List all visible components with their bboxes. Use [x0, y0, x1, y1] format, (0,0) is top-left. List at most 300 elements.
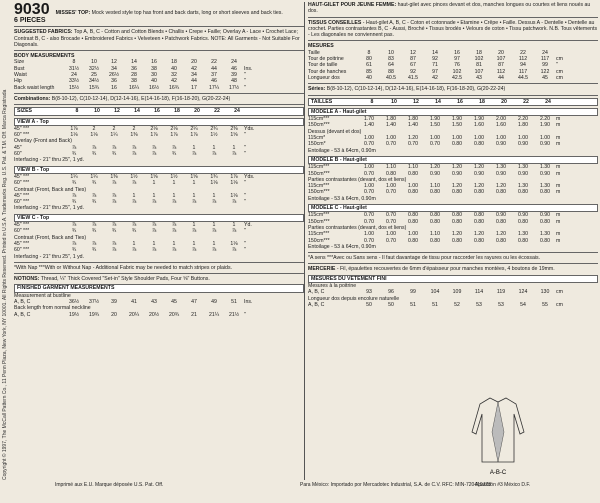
table-cell: ¾ [91, 228, 97, 235]
table-cell: 0.80 [451, 218, 463, 225]
notions-head-en: NOTIONS: [14, 276, 40, 283]
table-cell: 0.80 [407, 189, 419, 196]
table-row [14, 157, 304, 163]
table-cell: ⅞ [71, 192, 77, 199]
table-cell: ⅞ [151, 228, 157, 235]
unit: Ins. [244, 298, 253, 305]
table-cell: 2 [112, 125, 116, 132]
table-cell: 18 [476, 49, 482, 56]
table-cell: ⅞ [171, 144, 177, 151]
table-cell: 51 [432, 301, 438, 308]
table-cell: 37½ [88, 298, 100, 305]
size-cell: 18 [174, 108, 180, 115]
table-cell: 41.5 [407, 74, 419, 81]
table-cell: 102 [474, 56, 484, 63]
table-cell: 94 [520, 62, 526, 69]
table-cell: 92 [410, 68, 416, 75]
table-cell: 55 [542, 301, 548, 308]
table-cell: 130 [540, 289, 550, 296]
unit: m [556, 189, 561, 196]
row-label: Longueur dos depuis encolure naturelle [308, 295, 400, 302]
table-cell: 97 [454, 56, 460, 63]
table-cell: 87 [410, 56, 416, 63]
table-cell: 1.00 [363, 135, 375, 142]
finished-table-fr [308, 283, 598, 308]
table-cell: 24 [231, 59, 237, 66]
sizes-bar-en [14, 107, 304, 115]
table-cell: 17½ [228, 84, 240, 91]
table-cell: 0.80 [451, 189, 463, 196]
table-cell: 48 [231, 78, 237, 85]
unit: " [244, 247, 246, 254]
table-cell: 88 [388, 68, 394, 75]
unit: cm [556, 289, 563, 296]
table-cell: ⅞ [151, 199, 157, 206]
table-cell: 1⅜ [110, 173, 118, 180]
finished-head-fr: MESURES DU VETEMENT FINI [308, 275, 598, 283]
combos-text-fr: B(8-10-12), C(10-12-14), D(12-14-16), E(14-16-18), F(16-18-20), G(20-22-24) [326, 86, 506, 93]
table-cell: 83 [388, 56, 394, 63]
table-cell: 39 [231, 72, 237, 79]
table-cell: ⅞ [191, 247, 197, 254]
table-cell: 0.80 [429, 189, 441, 196]
table-cell: 1⅛ [90, 132, 98, 139]
table-cell: 38 [151, 65, 157, 72]
table-cell: 124 [518, 289, 528, 296]
table-cell: 43 [476, 74, 482, 81]
table-cell: 1¾ [210, 173, 218, 180]
table-cell: 16¾ [168, 84, 180, 91]
table-cell: 1 [212, 144, 216, 151]
table-cell: 40 [151, 78, 157, 85]
table-cell: 0.90 [517, 141, 529, 148]
size-cell: 22 [523, 98, 529, 105]
table-cell: 1¼ [70, 173, 78, 180]
unit: " [244, 199, 246, 206]
table-cell: ⅞ [171, 199, 177, 206]
row-label: 45" *** [14, 125, 30, 132]
table-cell: 1.00 [451, 135, 463, 142]
row-label: 115cm*** [308, 212, 330, 219]
table-cell: 1⅞ [150, 132, 158, 139]
body-meas-head-fr: MESURES [308, 43, 334, 50]
table-cell: 8 [367, 49, 371, 56]
table-cell: 31½ [68, 65, 80, 72]
row-label: Hip [14, 78, 22, 85]
view-head: MODELE B - Haut-gilet [308, 156, 598, 164]
table-cell: 1⅛ [230, 192, 238, 199]
table-cell: 54 [520, 301, 526, 308]
row-label: Tour de poitrine [308, 56, 344, 63]
table-cell: 42 [171, 78, 177, 85]
table-cell: 14 [432, 49, 438, 56]
table-cell: 107 [496, 56, 506, 63]
table-cell: 1⅛ [70, 132, 78, 139]
table-cell: 1⅞ [170, 132, 178, 139]
size-cell: 16 [457, 98, 463, 105]
unit: cm [556, 74, 563, 81]
table-cell: 1.30 [539, 231, 551, 238]
table-cell: ⅞ [171, 222, 177, 229]
table-cell: 34 [111, 65, 117, 72]
desc-fr: haut-gilet avec pinces devant et dos, manches longues ou courtes et liens noués au dos. [308, 2, 591, 15]
table-cell: 0.90 [473, 170, 485, 177]
row-label: 150cm*** [308, 189, 330, 196]
table-cell: 117 [540, 56, 550, 63]
unit: m [556, 183, 561, 190]
table-cell: 34 [191, 72, 197, 79]
row-label: Entoilage - 53 à 64cm, 0.90m [308, 195, 376, 202]
table-cell: 0.70 [385, 218, 397, 225]
table-cell: 0.90 [495, 212, 507, 219]
table-cell: 1 [192, 180, 196, 187]
table-cell: 64 [388, 62, 394, 69]
table-cell: 51 [231, 298, 237, 305]
unit: " [244, 72, 246, 79]
view-head: VIEW B - Top [14, 166, 304, 174]
fabrics-body-fr: - Haut-gilet A, B, C - Coton et cotonnade • Etamine • Crêpe • Faille. Dessus A - Dentelle • Dentelle au crochet. Parties contrastantes B, C - Aussi, Broché • Tissus brodés • Velours de coton • Tissu patchwork. N.B. Tous vêtements - Les diagonales ne conviennent pas. [308, 19, 598, 39]
table-cell: ⅞ [151, 144, 157, 151]
table-cell: 47 [191, 298, 197, 305]
table-cell: 36 [131, 65, 137, 72]
unit: cm [556, 56, 563, 63]
row-label: 150cm*** [308, 218, 330, 225]
table-cell: 46 [211, 78, 217, 85]
table-cell: 20 [111, 311, 117, 318]
table-cell: ¾ [91, 151, 97, 158]
table-cell: 16 [151, 59, 157, 66]
row-label: 45" *** [14, 192, 30, 199]
table-cell: ⅞ [191, 199, 197, 206]
table-cell: 21¼ [208, 311, 220, 318]
footer-right: Aparición #3 México D.F. [475, 482, 531, 488]
garment-sketch [468, 392, 528, 478]
table-cell: 0.90 [539, 170, 551, 177]
table-cell: 0.90 [517, 212, 529, 219]
table-cell: ⅞ [111, 199, 117, 206]
table-cell: 1⅛ [230, 240, 238, 247]
table-cell: 97 [432, 68, 438, 75]
row-label: Entoilage - 53 à 64cm, 0.90m [308, 243, 376, 250]
table-cell: 0.80 [451, 237, 463, 244]
table-cell: ⅞ [151, 247, 157, 254]
table-cell: 36½ [68, 298, 80, 305]
table-cell: 0.80 [473, 189, 485, 196]
unit: " [244, 132, 246, 139]
table-cell: 40 [171, 65, 177, 72]
table-row [14, 85, 304, 91]
table-cell: 0.80 [517, 237, 529, 244]
table-cell: 1.00 [363, 231, 375, 238]
table-cell: 44 [191, 78, 197, 85]
table-cell: 49 [211, 298, 217, 305]
table-row [308, 148, 598, 154]
row-label: Interfacing - 21" thru 25", 1 yd. [14, 205, 85, 212]
table-cell: 21½ [228, 311, 240, 318]
table-cell: 1½ [130, 173, 138, 180]
table-cell: 1.80 [407, 116, 419, 123]
row-label: 115cm*** [308, 231, 330, 238]
table-cell: 0.80 [407, 237, 419, 244]
unit: " [244, 228, 246, 235]
table-cell: 0.80 [517, 189, 529, 196]
table-cell: 17¼ [208, 84, 220, 91]
table-cell: 1.80 [385, 116, 397, 123]
table-cell: 37 [211, 72, 217, 79]
table-cell: 1.20 [495, 231, 507, 238]
table-cell: 24 [542, 49, 548, 56]
table-row [308, 196, 598, 202]
table-cell: 40 [366, 74, 372, 81]
unit: " [244, 84, 246, 91]
fabrics-head-en: SUGGESTED FABRICS: [14, 29, 73, 36]
size-cell: 20 [194, 108, 200, 115]
table-cell: 53 [476, 301, 482, 308]
sketch-label: A-B-C [489, 470, 507, 476]
desc-en: Mock vested style top has front and back darts, long or short sleeves and back ties. [91, 10, 283, 16]
table-cell: 1.80 [517, 122, 529, 129]
table-cell: 44.5 [517, 74, 529, 81]
sizes-label: SIZES [17, 108, 32, 115]
table-cell: 1.20 [407, 135, 419, 142]
table-cell: 1.60 [473, 122, 485, 129]
table-cell: 20¼ [128, 311, 140, 318]
row-label: 150cm* [308, 141, 326, 148]
table-cell: ¾ [91, 180, 97, 187]
table-cell: 80 [366, 56, 372, 63]
column-divider [304, 2, 305, 480]
table-cell: 0.80 [473, 218, 485, 225]
table-cell: 0.70 [363, 218, 375, 225]
table-cell: 1.40 [363, 122, 375, 129]
row-label: A, B, C [308, 301, 325, 308]
row-label: Waist [14, 72, 27, 79]
table-cell: 1½ [170, 173, 178, 180]
unit: m [556, 212, 561, 219]
table-cell: 0.80 [495, 189, 507, 196]
table-cell: 28 [131, 72, 137, 79]
table-row [308, 244, 598, 250]
sizes-bar-fr [308, 98, 598, 106]
row-label: Contrast (Front, Back and Ties) [14, 186, 87, 193]
table-cell: 1¼ [90, 173, 98, 180]
table-cell: 20½ [148, 311, 160, 318]
table-cell: 46 [231, 65, 237, 72]
row-label: 150cm*** [308, 170, 330, 177]
table-cell: 40.5 [385, 74, 397, 81]
table-cell: 1.20 [451, 183, 463, 190]
copyright-strip [2, 40, 12, 480]
table-cell: 34½ [88, 78, 100, 85]
size-cell: 16 [154, 108, 160, 115]
table-cell: 99 [542, 62, 548, 69]
row-label: Interfacing - 21" thru 25", 1 yd. [14, 253, 85, 260]
row-label: A, B, C [308, 289, 325, 296]
table-cell: 0.70 [363, 170, 375, 177]
table-row [14, 312, 304, 318]
table-cell: ⅞ [231, 247, 237, 254]
table-cell: 1⅝ [190, 173, 198, 180]
row-label: Taille [308, 49, 320, 56]
table-cell: 1.20 [429, 164, 441, 171]
table-cell: 10 [388, 49, 394, 56]
table-cell: 112 [518, 56, 528, 63]
row-label: Back length from normal neckline [14, 305, 91, 312]
table-cell: 0.90 [539, 141, 551, 148]
table-cell: ⅞ [171, 247, 177, 254]
table-cell: ¾ [71, 151, 77, 158]
table-cell: 1.10 [385, 164, 397, 171]
table-cell: 2.00 [495, 116, 507, 123]
table-cell: 2 [92, 125, 96, 132]
table-cell: 1.00 [385, 135, 397, 142]
size-cell: 10 [94, 108, 100, 115]
table-cell: ¾ [111, 228, 117, 235]
english-column [14, 2, 304, 318]
row-label: Measurement at bustline [14, 292, 71, 299]
row-label: Contrast (Front, Back and Ties) [14, 234, 87, 241]
table-cell: 1 [172, 240, 176, 247]
finished-table-en [14, 293, 304, 318]
table-cell: ⅞ [71, 144, 77, 151]
table-cell: 0.90 [495, 170, 507, 177]
table-cell: 1.30 [495, 164, 507, 171]
table-cell: 0.80 [473, 141, 485, 148]
row-label: Entoilage - 53 à 64cm, 0.90m [308, 147, 376, 154]
unit: m [556, 116, 561, 123]
row-label: 150cm*** [308, 237, 330, 244]
table-cell: 1.00 [517, 135, 529, 142]
size-cell: 12 [114, 108, 120, 115]
table-cell: ⅞ [131, 199, 137, 206]
table-cell: 119 [496, 289, 506, 296]
table-cell: ⅞ [231, 151, 237, 158]
table-cell: 20 [498, 49, 504, 56]
row-label: 45" *** [14, 240, 30, 247]
fabrics-body-en: Top A, B, C - Cotton and Cotton Blends • Challis • Crepe • Faille; Overlay A - Lace • Crochet Lace; Contrast B, C - also Brocade • Embroidered Fabrics • Velveteen • Patchwork Fabrics. NOTE: All Garments - Not Suitable For Diagonals. [14, 29, 300, 48]
table-cell: 50 [388, 301, 394, 308]
size-cell: 24 [234, 108, 240, 115]
row-label: Tour de taille [308, 62, 338, 69]
table-cell: 0.80 [517, 218, 529, 225]
row-label: Parties contrastantes (devant, dos et liens) [308, 224, 407, 231]
notions-body-fr: - Fil, épaulettes recouvertes de 6mm d'épaisseur pour manches montées, 4 boutons de 19mm. [336, 266, 555, 273]
unit: m [556, 170, 561, 177]
table-cell: ⅞ [151, 222, 157, 229]
table-cell: 19½ [68, 311, 80, 318]
table-cell: ⅞ [171, 228, 177, 235]
row-label: 60" [14, 151, 22, 158]
table-cell: ⅞ [131, 222, 137, 229]
table-cell: 0.70 [363, 237, 375, 244]
table-cell: 1.00 [363, 164, 375, 171]
table-cell: 0.80 [473, 212, 485, 219]
table-cell: 1.40 [385, 122, 397, 129]
copyright-text: Copyright © 1997, The McCall Pattern Co., 11 Penn Plaza, New York, NY 10001. All Rights Reserved. Printed in U.S.A. Trademarks Reg. U.S. Pat. & T.M. Off. Marca Registrada [2, 89, 8, 480]
table-cell: 0.80 [407, 170, 419, 177]
table-cell: 0.80 [451, 141, 463, 148]
table-cell: 0.80 [539, 218, 551, 225]
row-label: Overlay (Front and Back) [14, 138, 72, 145]
row-label: 115cm*** [308, 164, 330, 171]
unit: " [556, 62, 558, 69]
view-head: MODELE C - Haut-gilet [308, 204, 598, 212]
view-head: VIEW A - Top [14, 118, 304, 126]
row-label: 45" *** [14, 222, 30, 229]
table-cell: 112 [496, 68, 506, 75]
table-cell: 42 [432, 74, 438, 81]
row-label: 60" *** [14, 132, 30, 139]
table-cell: 1⅛ [210, 180, 218, 187]
table-cell: 15¾ [88, 84, 100, 91]
table-cell: 0.80 [451, 212, 463, 219]
table-cell: 1.40 [407, 122, 419, 129]
table-cell: ¾ [171, 151, 177, 158]
table-cell: 2 [132, 125, 136, 132]
table-cell: 44 [498, 74, 504, 81]
unit: " [244, 78, 246, 85]
row-label: 45" *** [14, 173, 30, 180]
fabrics-head-fr: TISSUS CONSEILLES [308, 19, 362, 26]
table-cell: ⅞ [131, 247, 137, 254]
row-label: A, B, C [14, 311, 31, 318]
pattern-number: 9030 [14, 1, 50, 18]
table-cell: 16 [454, 49, 460, 56]
row-label: Size [14, 59, 25, 66]
table-cell: 1.60 [495, 122, 507, 129]
table-cell: 0.80 [429, 212, 441, 219]
unit: Ins. [244, 65, 253, 72]
table-cell: 0.70 [363, 212, 375, 219]
combos-head-fr: Séries: [308, 86, 326, 93]
table-cell: 17 [191, 84, 197, 91]
table-cell: ¾ [71, 247, 77, 254]
table-cell: 1½ [210, 132, 218, 139]
table-row [308, 302, 598, 308]
table-cell: 32½ [88, 65, 100, 72]
row-label: Parties contrastantes (devant, dos et liens) [308, 176, 407, 183]
table-cell: 1 [132, 240, 136, 247]
table-cell: 0.70 [429, 141, 441, 148]
table-cell: 1⅞ [230, 173, 238, 180]
row-label: 60" *** [14, 199, 30, 206]
unit: " [244, 180, 246, 187]
table-cell: 1 [212, 192, 216, 199]
row-label: Mesures à la poitrine [308, 282, 357, 289]
table-cell: 1.00 [473, 135, 485, 142]
unit: m [556, 231, 561, 238]
size-cell: 18 [479, 98, 485, 105]
table-cell: 42 [191, 65, 197, 72]
combos-text-en: B(8-10-12), C(10-12-14), D(12-14-16), E(14-16-18), F(16-18-20), G(20-22-24) [51, 95, 231, 102]
table-cell: 102 [452, 68, 462, 75]
table-cell: 1.90 [539, 122, 551, 129]
table-cell: 44 [211, 65, 217, 72]
table-cell: 1.30 [539, 183, 551, 190]
table-cell: ⅞ [111, 247, 117, 254]
table-cell: 45 [171, 298, 177, 305]
table-cell: 18 [171, 59, 177, 66]
table-cell: 2.20 [517, 116, 529, 123]
table-cell: 104 [430, 289, 440, 296]
table-cell: 16 [111, 84, 117, 91]
row-label: 45" [14, 144, 22, 151]
table-cell: 0.80 [539, 189, 551, 196]
table-cell: ⅞ [91, 192, 97, 199]
unit: " [244, 192, 246, 199]
table-cell: 1.30 [517, 164, 529, 171]
table-cell: ⅞ [211, 151, 217, 158]
